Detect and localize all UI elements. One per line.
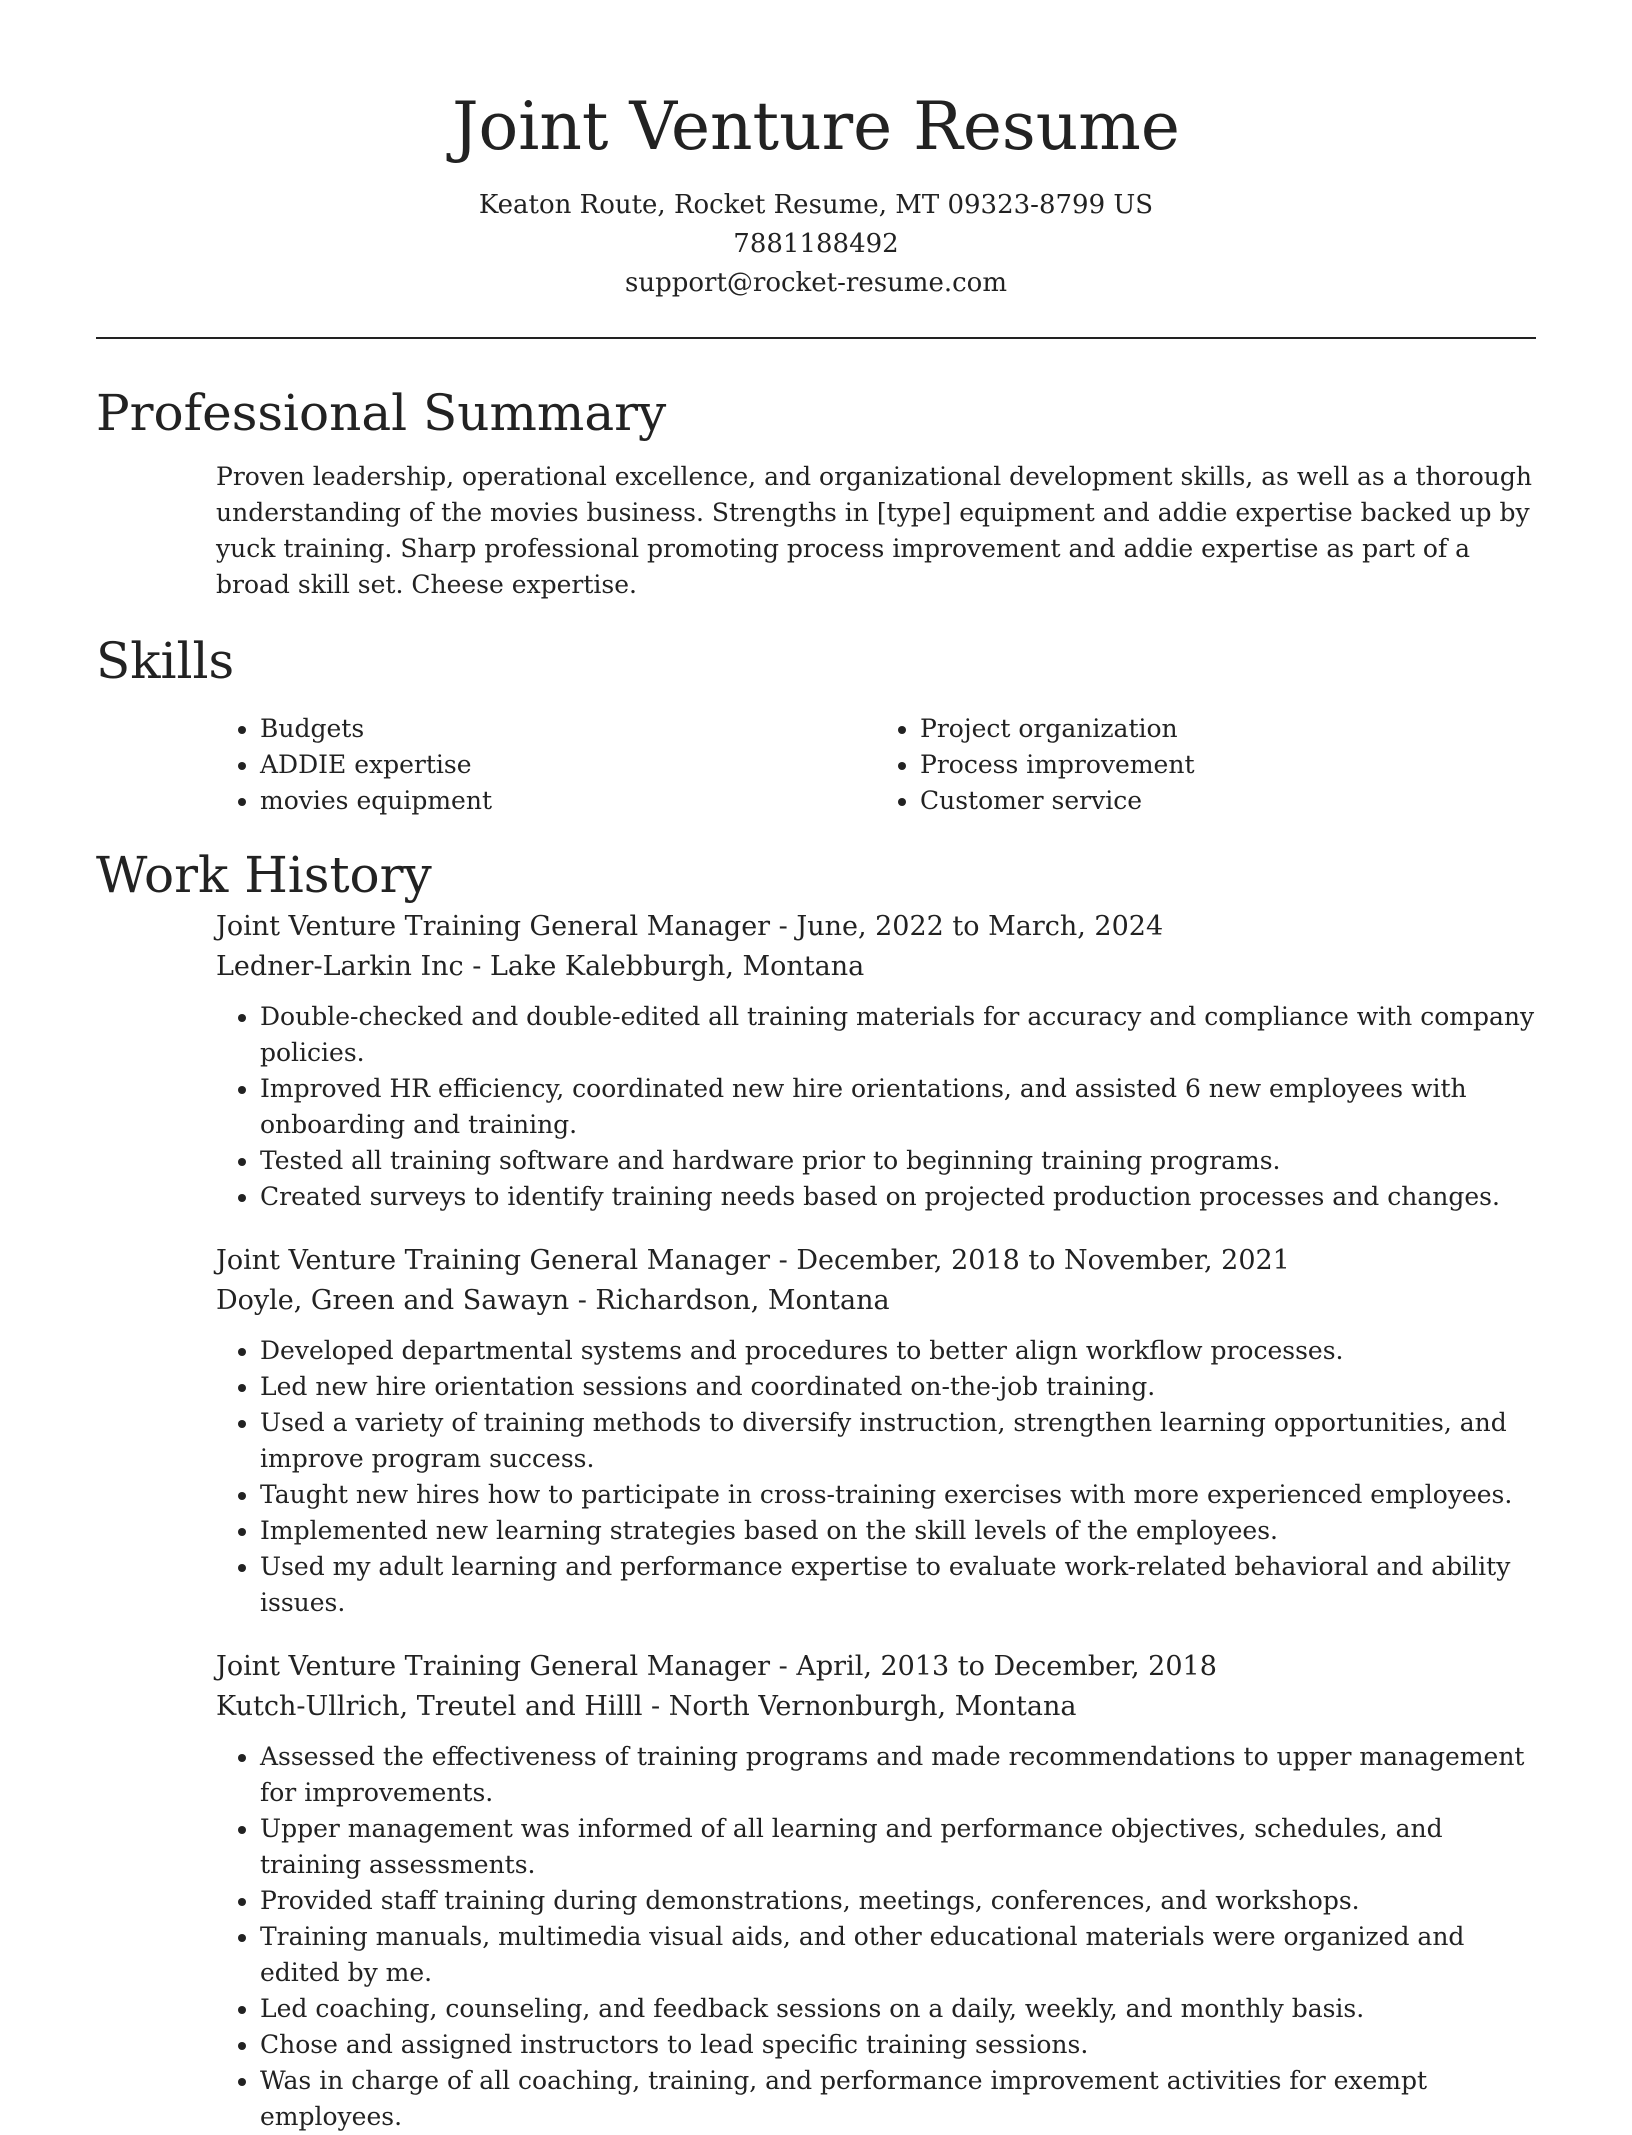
contact-phone: 7881188492 <box>733 229 899 259</box>
job-bullet: • Implemented new learning strategies based on the skill levels of the employees. <box>260 1513 1536 1549</box>
professional-summary-text: Proven leadership, operational excellence, and organizational development skills, as well as a thorough understanding of the movies business. Strengths in [type] equipment and addie expertise backed up by yuck training. Sharp professional promoting process improvement and addie expertise as part of a broad skill set. Cheese expertise. <box>216 462 1532 599</box>
resume-title: Joint Venture Resume <box>452 88 1180 165</box>
job-bullets <box>216 1333 1536 1621</box>
job-dates: - December, 2018 to November, 2021 <box>770 1245 1290 1276</box>
job-dates: - June, 2022 to March, 2024 <box>770 911 1164 942</box>
job-bullet: • Developed departmental systems and procedures to better align workflow processes. <box>260 1333 1536 1369</box>
job-bullet: • Training manuals, multimedia visual aids, and other educational materials were organized and edited by me. <box>260 1919 1536 1991</box>
job-bullet: • Provided staff training during demonstrations, meetings, conferences, and workshops. <box>260 1883 1536 1919</box>
job-company: Kutch-Ullrich, Treutel and Hilll <box>216 1691 643 1722</box>
job-location: - Richardson, Montana <box>569 1285 890 1316</box>
header-divider <box>96 337 1536 339</box>
work-history-title: Work History <box>96 846 432 904</box>
skill-item: • Budgets <box>260 711 876 747</box>
skills-left-column <box>216 711 876 819</box>
job-bullet: • Used my adult learning and performance expertise to evaluate work-related behavioral and ability issues. <box>260 1549 1536 1621</box>
job-dates: - April, 2013 to December, 2018 <box>770 1651 1217 1682</box>
job-bullet: • Was in charge of all coaching, training, and performance improvement activities for exempt employees. <box>260 2063 1536 2135</box>
skills-title: Skills <box>96 632 235 690</box>
job-role: Joint Venture Training General Manager <box>216 911 771 942</box>
skill-item: • Project organization <box>920 711 1536 747</box>
professional-summary-title: Professional Summary <box>96 384 667 442</box>
job-bullet: • Led new hire orientation sessions and coordinated on-the-job training. <box>260 1369 1536 1405</box>
job-title-line <box>216 1241 1536 1281</box>
contact-email: support@rocket-resume.com <box>624 268 1007 298</box>
resume-page <box>96 0 1536 2135</box>
resume-header <box>96 0 1536 303</box>
job-bullet: • Chose and assigned instructors to lead specific training sessions. <box>260 2027 1536 2063</box>
job-location: - Lake Kalebburgh, Montana <box>463 951 865 982</box>
job-entry-3 <box>216 1647 1536 2135</box>
job-bullet: • Tested all training software and hardware prior to beginning training programs. <box>260 1143 1536 1179</box>
job-bullet: • Upper management was informed of all learning and performance objectives, schedules, and training assessments. <box>260 1811 1536 1883</box>
job-bullet: • Assessed the effectiveness of training programs and made recommendations to upper management for improvements. <box>260 1739 1536 1811</box>
job-bullet: • Improved HR efficiency, coordinated new hire orientations, and assisted 6 new employees with onboarding and training. <box>260 1071 1536 1143</box>
job-company: Doyle, Green and Sawayn <box>216 1285 570 1316</box>
contact-address: Keaton Route, Rocket Resume, MT 09323-8799 US <box>478 190 1154 220</box>
job-role: Joint Venture Training General Manager <box>216 1245 771 1276</box>
job-bullets <box>216 1739 1536 2135</box>
job-company: Ledner-Larkin Inc <box>216 951 464 982</box>
job-title-line <box>216 1647 1536 1687</box>
job-role: Joint Venture Training General Manager <box>216 1651 771 1682</box>
skills-grid <box>216 711 1536 819</box>
job-bullet: • Double-checked and double-edited all training materials for accuracy and compliance with company policies. <box>260 999 1536 1071</box>
job-company-line <box>216 947 1536 987</box>
job-company-line <box>216 1281 1536 1321</box>
job-title-line <box>216 907 1536 947</box>
job-company-line <box>216 1687 1536 1727</box>
job-bullet: • Led coaching, counseling, and feedback sessions on a daily, weekly, and monthly basis. <box>260 1991 1536 2027</box>
job-bullet: • Taught new hires how to participate in cross-training exercises with more experienced employees. <box>260 1477 1536 1513</box>
job-bullet: • Created surveys to identify training needs based on projected production processes and changes. <box>260 1179 1536 1215</box>
skills-right-column <box>876 711 1536 819</box>
skill-item: • movies equipment <box>260 783 876 819</box>
job-bullets <box>216 999 1536 1215</box>
job-location: - North Vernonburgh, Montana <box>642 1691 1077 1722</box>
job-bullet: • Used a variety of training methods to diversify instruction, strengthen learning opportunities, and improve program success. <box>260 1405 1536 1477</box>
job-entry-2 <box>216 1241 1536 1621</box>
skill-item: • Customer service <box>920 783 1536 819</box>
skill-item: • ADDIE expertise <box>260 747 876 783</box>
job-entry-1 <box>216 907 1536 1215</box>
skill-item: • Process improvement <box>920 747 1536 783</box>
